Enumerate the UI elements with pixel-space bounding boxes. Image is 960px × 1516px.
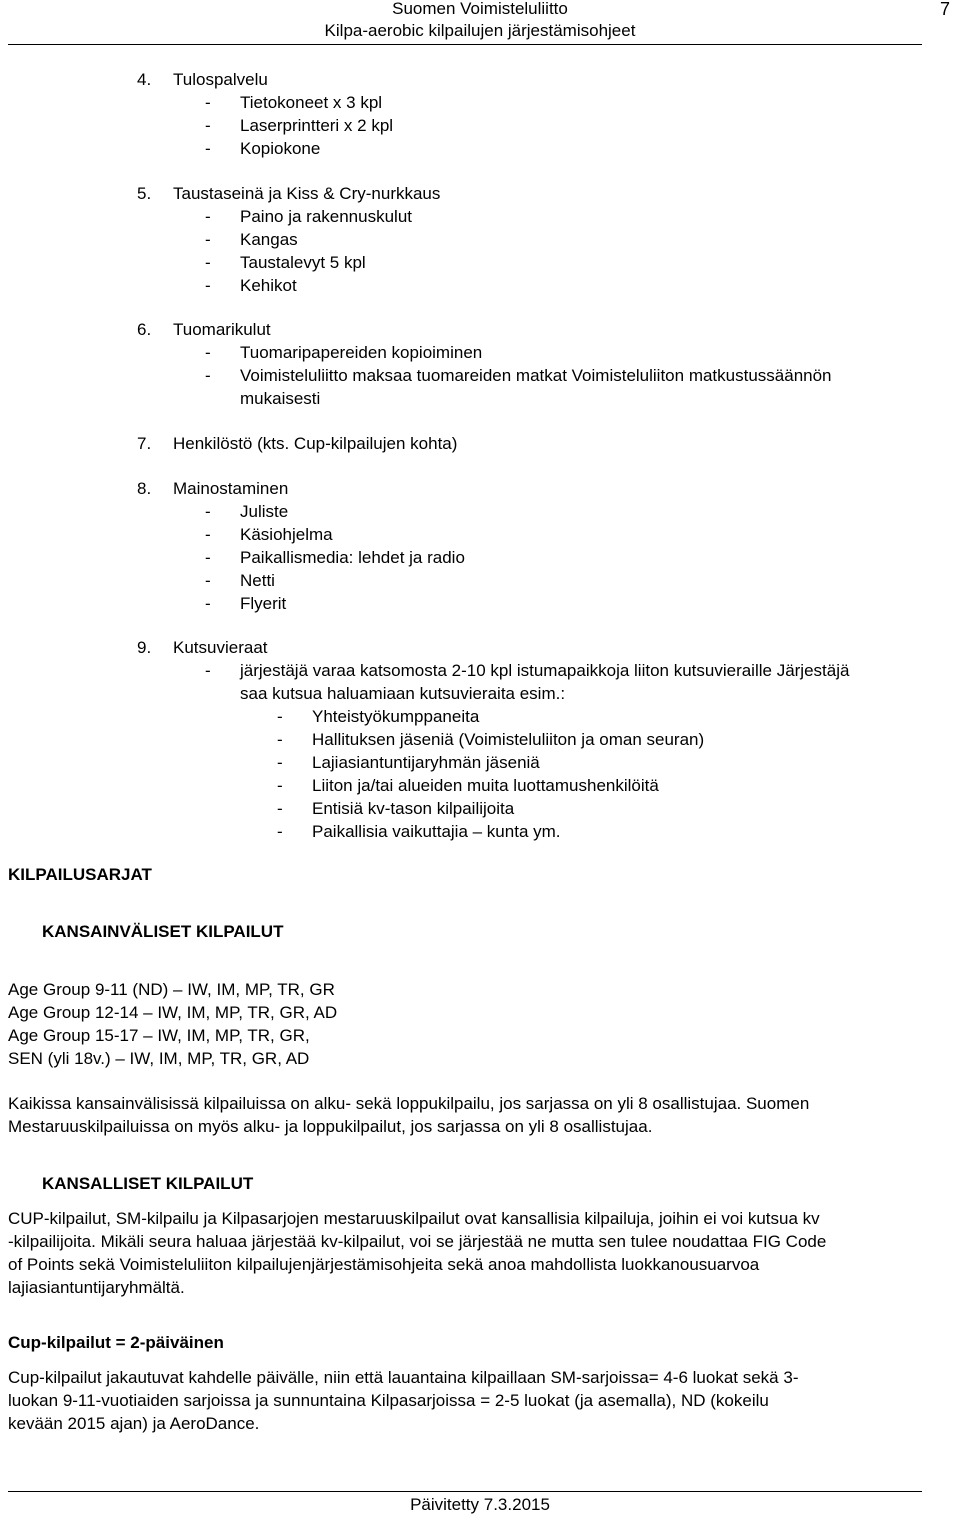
dash-bullet: - (277, 753, 283, 772)
age-group-line: Age Group 9-11 (ND) – IW, IM, MP, TR, GR (8, 980, 335, 999)
paragraph-line: of Points sekä Voimisteluliiton kilpailujenjärjestämisohjeita sekä anoa mahdollista luokkanousuarvoa (8, 1255, 760, 1274)
list-item: Flyerit (240, 594, 287, 613)
list-item: Taustalevyt 5 kpl (240, 253, 366, 272)
sub-list-item: Lajiasiantuntijaryhmän jäseniä (312, 753, 540, 772)
section-9-title: Kutsuvieraat (173, 638, 268, 657)
header-org: Suomen Voimisteluliitto (392, 0, 568, 18)
dash-bullet: - (205, 276, 211, 295)
paragraph-line: Kaikissa kansainvälisissä kilpailuissa on alku- sekä loppukilpailu, jos sarjassa on yli 8 osallistujaa. Suomen (8, 1094, 810, 1113)
sub-list-item: Paikallisia vaikuttajia – kunta ym. (312, 822, 561, 841)
dash-bullet: - (205, 93, 211, 112)
list-item: Tietokoneet x 3 kpl (240, 93, 383, 112)
paragraph-line: -kilpailijoita. Mikäli seura haluaa järjestää kv-kilpailut, voi se järjestää ne mutta sen tulee noudattaa FIG Code (8, 1232, 827, 1251)
footer-updated: Päivitetty 7.3.2015 (410, 1495, 550, 1514)
list-item-continuation: mukaisesti (240, 389, 321, 408)
section-7-number: 7. (137, 434, 152, 453)
header-doc-title: Kilpa-aerobic kilpailujen järjestämisohjeet (324, 21, 636, 40)
section-5-number: 5. (137, 184, 152, 203)
list-item: Juliste (240, 502, 289, 521)
paragraph-line: lajiasiantuntijaryhmältä. (8, 1278, 185, 1297)
list-item: Paikallismedia: lehdet ja radio (240, 548, 465, 567)
section-4-number: 4. (137, 70, 152, 89)
list-item: Paino ja rakennuskulut (240, 207, 413, 226)
page-number: 7 (940, 0, 951, 19)
section-8-number: 8. (137, 479, 152, 498)
sub-list-item: Liiton ja/tai alueiden muita luottamushenkilöitä (312, 776, 659, 795)
dash-bullet: - (205, 253, 211, 272)
section-6-title: Tuomarikulut (173, 320, 271, 339)
list-item: järjestäjä varaa katsomosta 2-10 kpl istumapaikkoja liiton kutsuvieraille Järjestäjä (240, 661, 850, 680)
section-7-title: Henkilöstö (kts. Cup-kilpailujen kohta) (173, 434, 458, 453)
dash-bullet: - (205, 116, 211, 135)
section-9-number: 9. (137, 638, 152, 657)
section-8-title: Mainostaminen (173, 479, 289, 498)
kansalliset-heading: KANSALLISET KILPAILUT (42, 1174, 254, 1193)
list-item-continuation: saa kutsua haluamiaan kutsuvieraita esim.: (240, 684, 566, 703)
age-group-line: Age Group 15-17 – IW, IM, MP, TR, GR, (8, 1026, 310, 1045)
dash-bullet: - (205, 525, 211, 544)
dash-bullet: - (277, 707, 283, 726)
dash-bullet: - (205, 207, 211, 226)
cup-heading: Cup-kilpailut = 2-päiväinen (8, 1333, 224, 1352)
sub-list-item: Yhteistyökumppaneita (312, 707, 480, 726)
list-item: Käsiohjelma (240, 525, 333, 544)
dash-bullet: - (277, 799, 283, 818)
dash-bullet: - (205, 571, 211, 590)
list-item: Kehikot (240, 276, 297, 295)
section-5-title: Taustaseinä ja Kiss & Cry-nurkkaus (173, 184, 441, 203)
paragraph-line: Mestaruuskilpailuissa on myös alku- ja loppukilpailut, jos sarjassa on yli 8 osallistujaa. (8, 1117, 653, 1136)
kilpailusarjat-heading: KILPAILUSARJAT (8, 865, 152, 884)
paragraph-line: CUP-kilpailut, SM-kilpailu ja Kilpasarjojen mestaruuskilpailut ovat kansallisia kilpailuja, joihin ei voi kutsua kv (8, 1209, 820, 1228)
dash-bullet: - (205, 139, 211, 158)
dash-bullet: - (205, 548, 211, 567)
header-rule (8, 44, 922, 45)
dash-bullet: - (205, 594, 211, 613)
list-item: Kopiokone (240, 139, 321, 158)
sub-list-item: Entisiä kv-tason kilpailijoita (312, 799, 515, 818)
dash-bullet: - (205, 343, 211, 362)
list-item: Voimisteluliitto maksaa tuomareiden matkat Voimisteluliiton matkustussäännön (240, 366, 832, 385)
dash-bullet: - (205, 366, 211, 385)
list-item: Laserprintteri x 2 kpl (240, 116, 394, 135)
paragraph-line: kevään 2015 ajan) ja AeroDance. (8, 1414, 260, 1433)
age-group-line: Age Group 12-14 – IW, IM, MP, TR, GR, AD (8, 1003, 338, 1022)
dash-bullet: - (277, 822, 283, 841)
dash-bullet: - (277, 776, 283, 795)
list-item: Tuomaripapereiden kopioiminen (240, 343, 483, 362)
sub-list-item: Hallituksen jäseniä (Voimisteluliiton ja oman seuran) (312, 730, 705, 749)
footer-rule (8, 1491, 922, 1492)
list-item: Netti (240, 571, 275, 590)
paragraph-line: luokan 9-11-vuotiaiden sarjoissa ja sunnuntaina Kilpasarjoissa = 2-5 luokat (ja asemalla), ND (kokeilu (8, 1391, 769, 1410)
section-4-title: Tulospalvelu (173, 70, 268, 89)
section-6-number: 6. (137, 320, 152, 339)
dash-bullet: - (277, 730, 283, 749)
age-group-line: SEN (yli 18v.) – IW, IM, MP, TR, GR, AD (8, 1049, 310, 1068)
kansainvaliset-heading: KANSAINVÄLISET KILPAILUT (42, 922, 284, 941)
dash-bullet: - (205, 230, 211, 249)
dash-bullet: - (205, 661, 211, 680)
paragraph-line: Cup-kilpailut jakautuvat kahdelle päivälle, niin että lauantaina kilpaillaan SM-sarjoissa= 4-6 luokat sekä 3- (8, 1368, 799, 1387)
list-item: Kangas (240, 230, 298, 249)
dash-bullet: - (205, 502, 211, 521)
